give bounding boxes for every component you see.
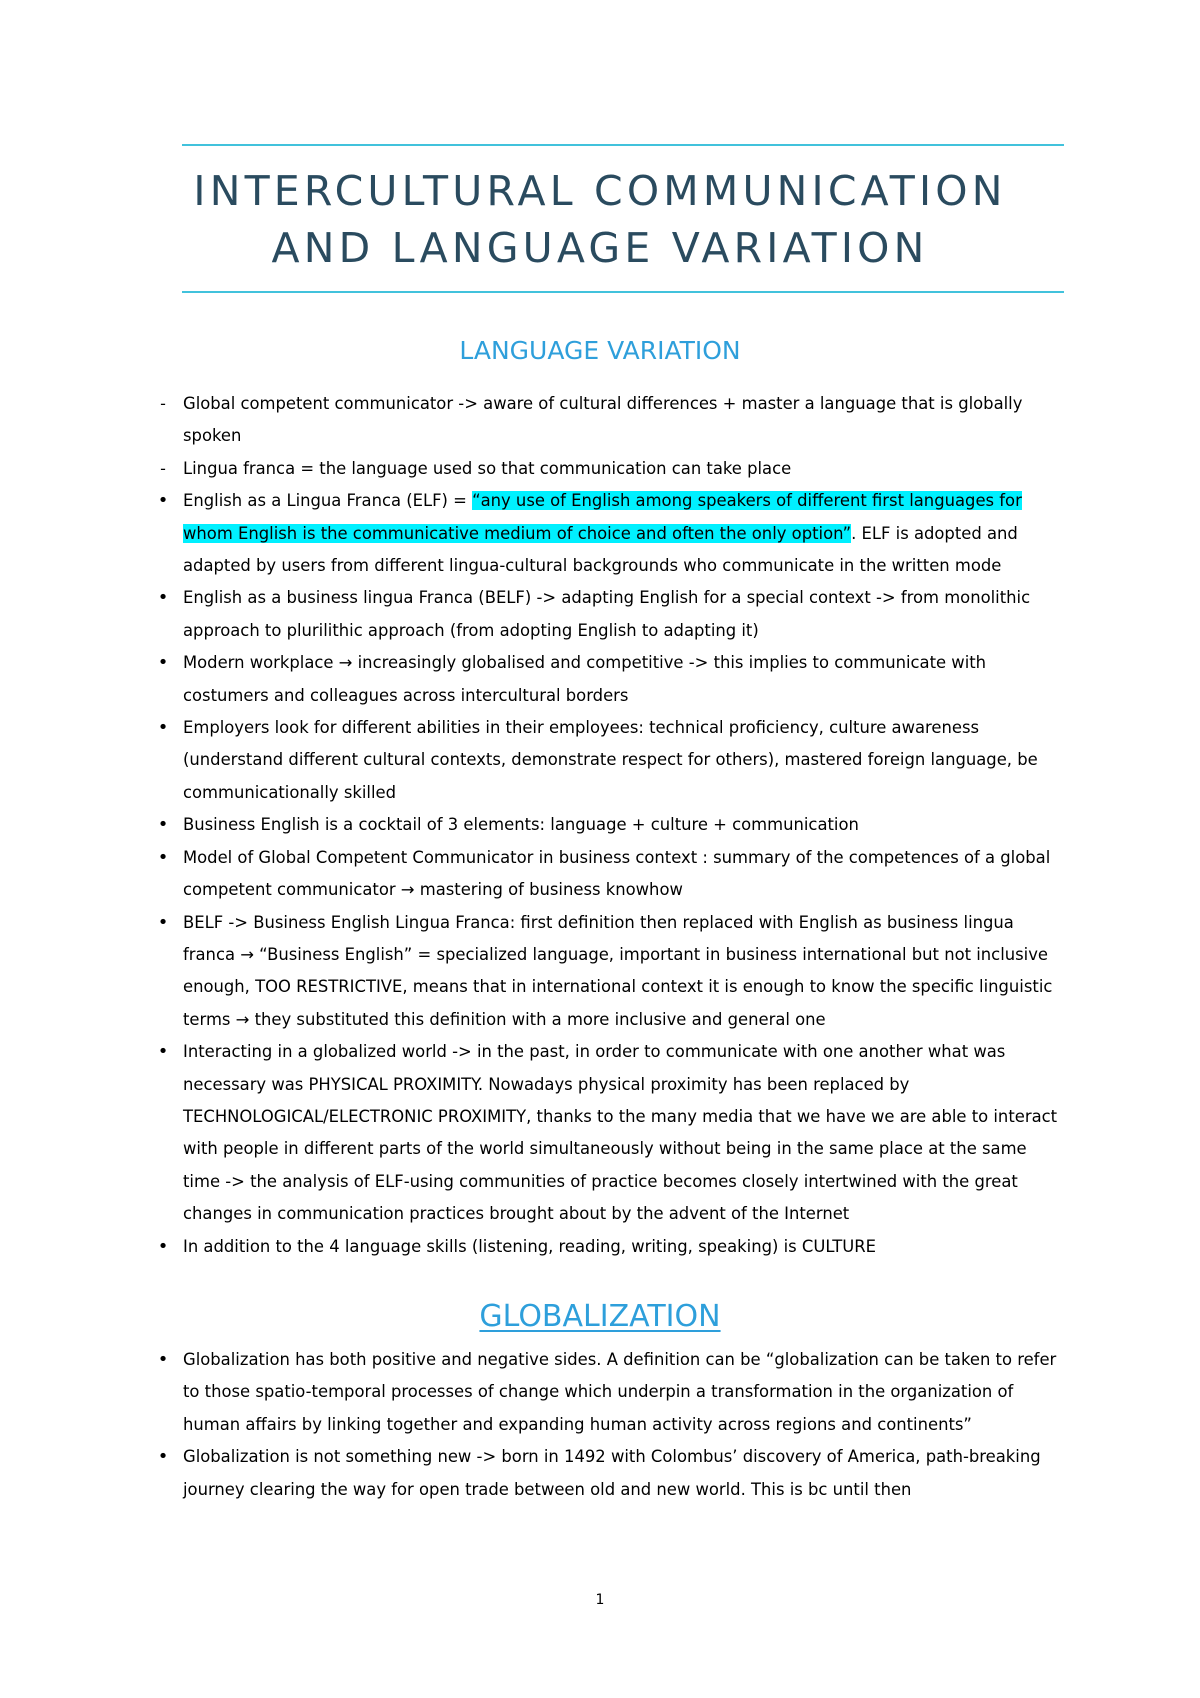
bullet-marker: • [157,911,169,933]
item-text: Globalization is not something new -> born in 1492 with Colombus’ discovery of America, path-breaking journey clearing the way for open trade between old and new world. This is bc until then [183,1447,1041,1499]
section-heading-globalization: GLOBALIZATION [479,1299,721,1334]
bullet-marker: • [157,846,169,868]
list-item [0,453,1200,485]
list-item [0,1344,1200,1441]
language-variation-list [0,388,1200,1263]
document-title [150,163,1050,277]
bullet-marker: • [157,1041,169,1063]
item-text: English as a business lingua Franca (BELF) -> adapting English for a special context -> from monolithic approach to plurilithic approach (from adopting English to adapting it) [183,588,1031,640]
item-text: Employers look for different abilities in their employees: technical proficiency, culture awareness (understand different cultural contexts, demonstrate respect for others), mastered foreign language, be communicationally skilled [183,718,1038,802]
item-text: In addition to the 4 language skills (listening, reading, writing, speaking) is CULTURE [183,1236,876,1256]
globalization-list [0,1344,1200,1506]
bullet-marker: • [157,814,169,836]
list-item [0,647,1200,712]
section-heading-language-variation: LANGUAGE VARIATION [459,336,741,365]
item-text: . ELF is adopted and adapted by users from different lingua-cultural backgrounds who communicate in the written mode [183,523,1018,576]
bullet-marker: • [157,652,169,674]
bullet-marker: • [157,490,169,512]
bullet-marker: • [157,587,169,609]
list-item [0,1441,1200,1506]
list-item [0,809,1200,841]
item-text: Business English is a cocktail of 3 elements: language + culture + communication [183,815,859,835]
list-item [0,907,1200,1037]
list-item [0,1036,1200,1230]
bullet-marker: • [157,717,169,739]
page-number: 1 [595,1592,605,1608]
dash-marker: - [160,458,166,478]
list-item [0,485,1200,582]
item-text: Modern workplace → increasingly globalised and competitive -> this implies to communicate with costumers and colleagues across intercultural borders [183,653,987,705]
item-text: Model of Global Competent Communicator in business context : summary of the competences of a global competent communicator → mastering of business knowhow [183,847,1051,900]
title-line-2: AND LANGUAGE VARIATION [271,224,929,272]
title-bottom-rule [182,291,1064,293]
dash-marker: - [160,394,166,413]
item-text: Globalization has both positive and negative sides. A definition can be “globalization can be taken to refer to those spatio-temporal processes of change which underpin a transformation in the organization of human affairs by linking together and expanding human activity across regions and continents” [183,1350,1057,1434]
item-text: BELF -> Business English Lingua Franca: first definition then replaced with English as business lingua franca → “Business English” = specialized language, important in business international but not inclusive enough, TOO RESTRICTIVE, means that in international context it is enough to know the specific linguistic terms → they substituted this definition with a more inclusive and general one [183,912,1053,1029]
list-item [0,582,1200,647]
list-item [0,388,1200,453]
bullet-marker: • [157,1349,169,1370]
bullet-marker: • [157,1235,169,1257]
item-text: English as a Lingua Franca (ELF) = [183,491,473,511]
item-text: Interacting in a globalized world -> in the past, in order to communicate with one another what was necessary was PHYSICAL PROXIMITY. Nowadays physical proximity has been replaced by TECHNOLOGICAL/ELECTRONIC PROXIMITY, thanks to the many media that we have we are able to interact with people in different parts of the world simultaneously without being in the same place at the same time -> the analysis of ELF-using communities of practice becomes closely intertwined with the great changes in communication practices brought about by the advent of the Internet [183,1042,1058,1224]
list-item [0,842,1200,907]
bullet-marker: • [157,1446,169,1468]
highlighted-quote: “any use of English among speakers of different first languages for whom English is the communicative medium of choice and often the only option” [183,491,1022,543]
title-line-1: INTERCULTURAL COMMUNICATION [193,167,1007,215]
list-item [0,1231,1200,1263]
item-text: Global competent communicator -> aware of cultural differences + master a language that is globally spoken [183,394,1023,446]
item-text: Lingua franca = the language used so that communication can take place [183,458,792,478]
title-top-rule [182,144,1064,146]
list-item [0,712,1200,809]
